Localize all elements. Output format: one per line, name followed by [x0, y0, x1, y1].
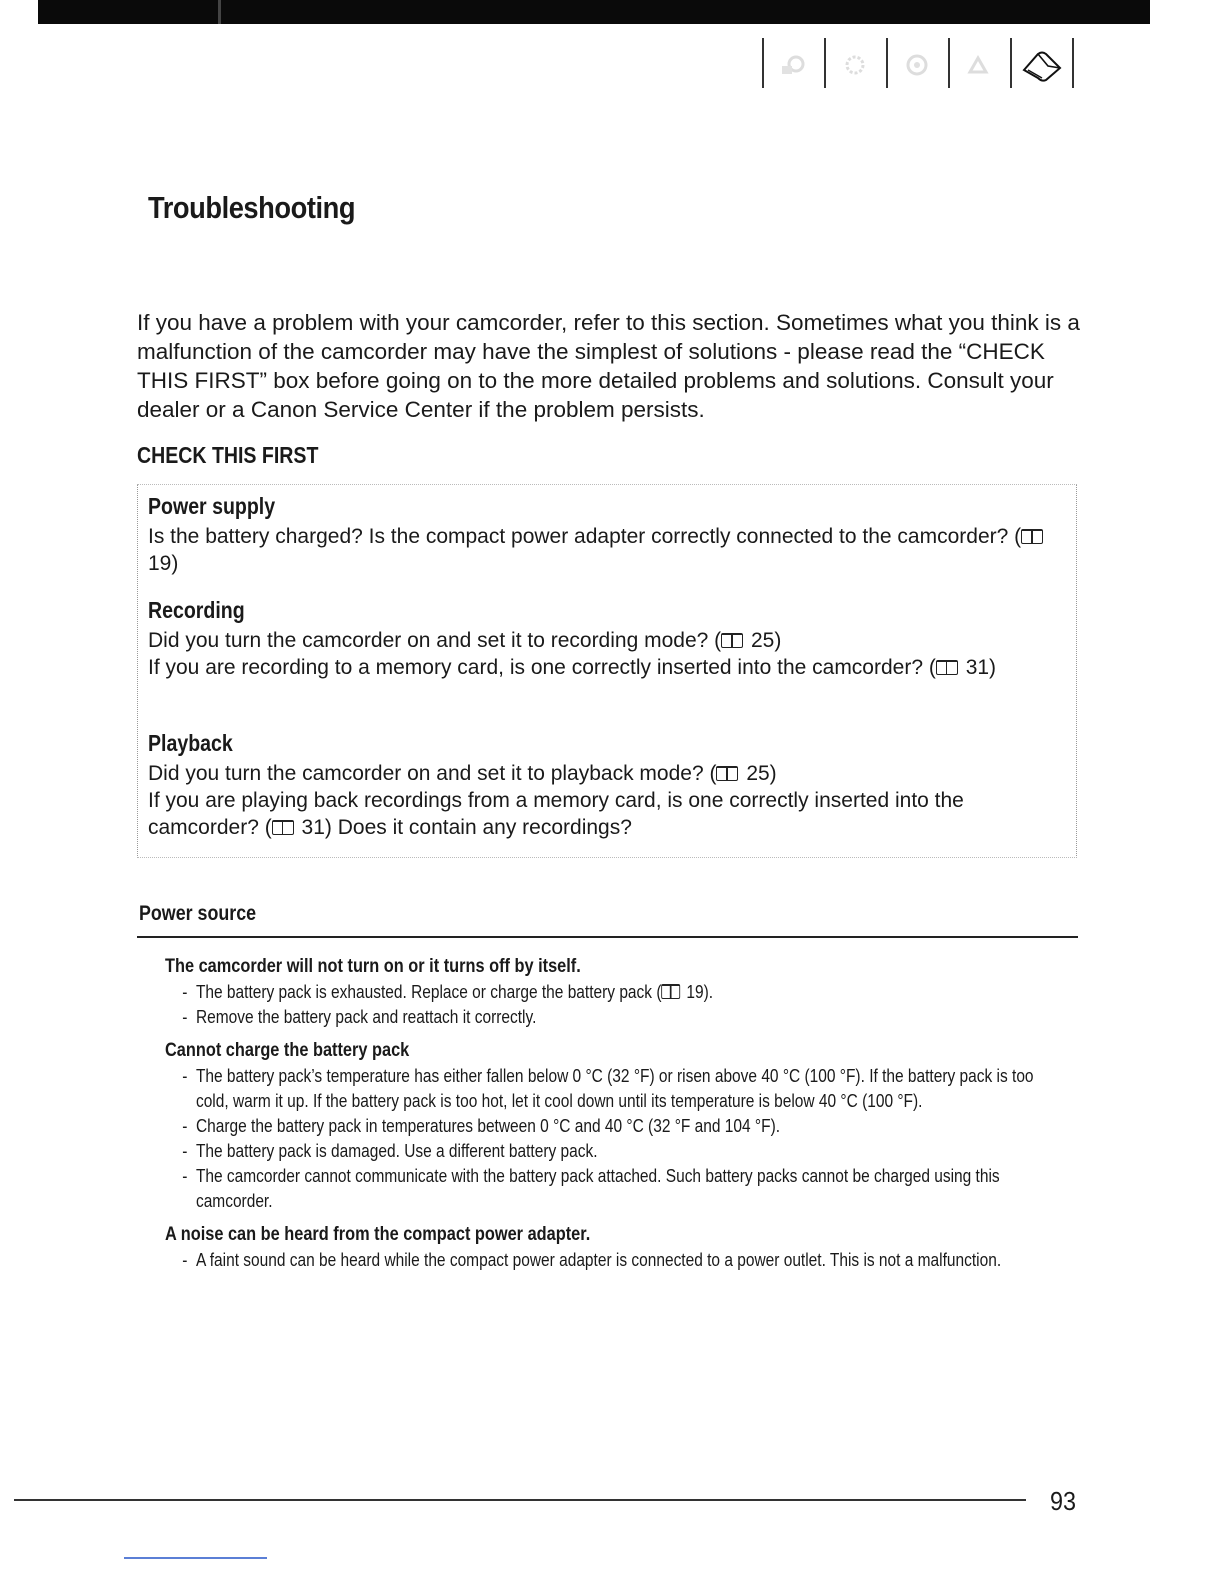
- page-reference: 31: [965, 656, 990, 679]
- section-divider: [137, 936, 1078, 938]
- check-section-text: Did you turn the camcorder on and set it to recording mode? ( 25) If you are recording to a memory card, is one correctly inserted into the camcorder? ( 31): [148, 629, 997, 679]
- check-section-recording: [148, 595, 1073, 681]
- issue-solution: - The battery pack’s temperature has either fallen below 0 °C (32 °F) or risen above 40 °C (100 °F). If the battery pack is too cold, warm it up. If the battery pack is too hot, let it cool down until its temperature is below 40 °C (100 °F).: [165, 1064, 1065, 1114]
- issue-solution: - A faint sound can be heard while the compact power adapter is connected to a power outlet. This is not a malfunction.: [165, 1248, 1065, 1273]
- movie-mode-icon: [778, 52, 808, 78]
- issue-solution: - The battery pack is exhausted. Replace or charge the battery pack ( 19).: [165, 980, 1065, 1005]
- issue-item: [165, 1222, 1075, 1273]
- issue-solution: - Charge the battery pack in temperatures between 0 °C and 40 °C (32 °F and 104 °F).: [165, 1114, 1065, 1139]
- page-reference: 25: [750, 629, 775, 652]
- book-reference-icon: [716, 766, 738, 781]
- check-this-first-heading: CHECK THIS FIRST: [137, 442, 319, 468]
- page-reference: 19: [148, 552, 172, 575]
- check-this-first-box: [137, 484, 1077, 858]
- photo-icon: [840, 52, 870, 78]
- issue-solution: - The camcorder cannot communicate with the battery pack attached. Such battery packs cannot be charged using this camcorder.: [165, 1164, 1065, 1214]
- decorative-line: [124, 1557, 267, 1559]
- page-reference: 31: [301, 816, 325, 839]
- icon-separator: [1010, 38, 1012, 88]
- icon-separator: [886, 38, 888, 88]
- issue-problem: Cannot charge the battery pack: [165, 1040, 410, 1061]
- check-section-playback: [148, 728, 1073, 841]
- check-section-heading: Power supply: [148, 493, 276, 519]
- settings-icon: [964, 52, 994, 78]
- check-section-heading: Playback: [148, 730, 233, 756]
- check-section-text: Did you turn the camcorder on and set it to playback mode? ( 25) If you are playing back recordings from a memory card, is one correctly inserted into the camcorder? ( 31) Does it contain any recordings?: [148, 762, 964, 839]
- book-reference-icon: [1021, 529, 1043, 544]
- footer-rule: [14, 1499, 1026, 1501]
- power-source-heading: Power source: [139, 902, 257, 925]
- icon-separator: [762, 38, 764, 88]
- chapter-icon-strip: [762, 38, 1076, 90]
- issue-solution: - Remove the battery pack and reattach it correctly.: [165, 1005, 1065, 1030]
- book-reference-icon: [936, 660, 958, 675]
- header-bar-divider: [218, 0, 221, 24]
- power-source-issues: [165, 954, 1075, 1281]
- book-reference-icon: [1020, 48, 1064, 84]
- page-number: 93: [1050, 1486, 1077, 1516]
- icon-separator: [824, 38, 826, 88]
- check-section-text: Is the battery charged? Is the compact power adapter correctly connected to the camcorder? ( 19): [148, 523, 1073, 577]
- disc-icon: [902, 52, 932, 78]
- issue-item: [165, 954, 1075, 1030]
- book-reference-icon: [721, 633, 743, 648]
- intro-paragraph: If you have a problem with your camcorder, refer to this section. Sometimes what you think is a malfunction of the camcorder may have the simplest of solutions - please read the “CHECK THIS FIRST” box before going on to the more detailed problems and solutions. Consult your dealer or a Canon Service Center if the problem persists.: [137, 310, 1080, 422]
- icon-separator: [1072, 38, 1074, 88]
- page-reference: 19: [686, 982, 704, 1002]
- check-section-heading: Recording: [148, 597, 245, 623]
- icon-separator: [948, 38, 950, 88]
- issue-solution: - The battery pack is damaged. Use a different battery pack.: [165, 1139, 1065, 1164]
- check-section-power-supply: [148, 491, 1073, 577]
- issue-item: [165, 1038, 1075, 1214]
- page-reference: 25: [746, 762, 770, 785]
- issue-problem: A noise can be heard from the compact power adapter.: [165, 1224, 591, 1245]
- issue-problem: The camcorder will not turn on or it turns off by itself.: [165, 956, 581, 977]
- book-reference-icon: [272, 820, 294, 835]
- page-title: Troubleshooting: [148, 190, 356, 225]
- book-reference-icon: [661, 984, 680, 999]
- top-header-bar: [38, 0, 1150, 24]
